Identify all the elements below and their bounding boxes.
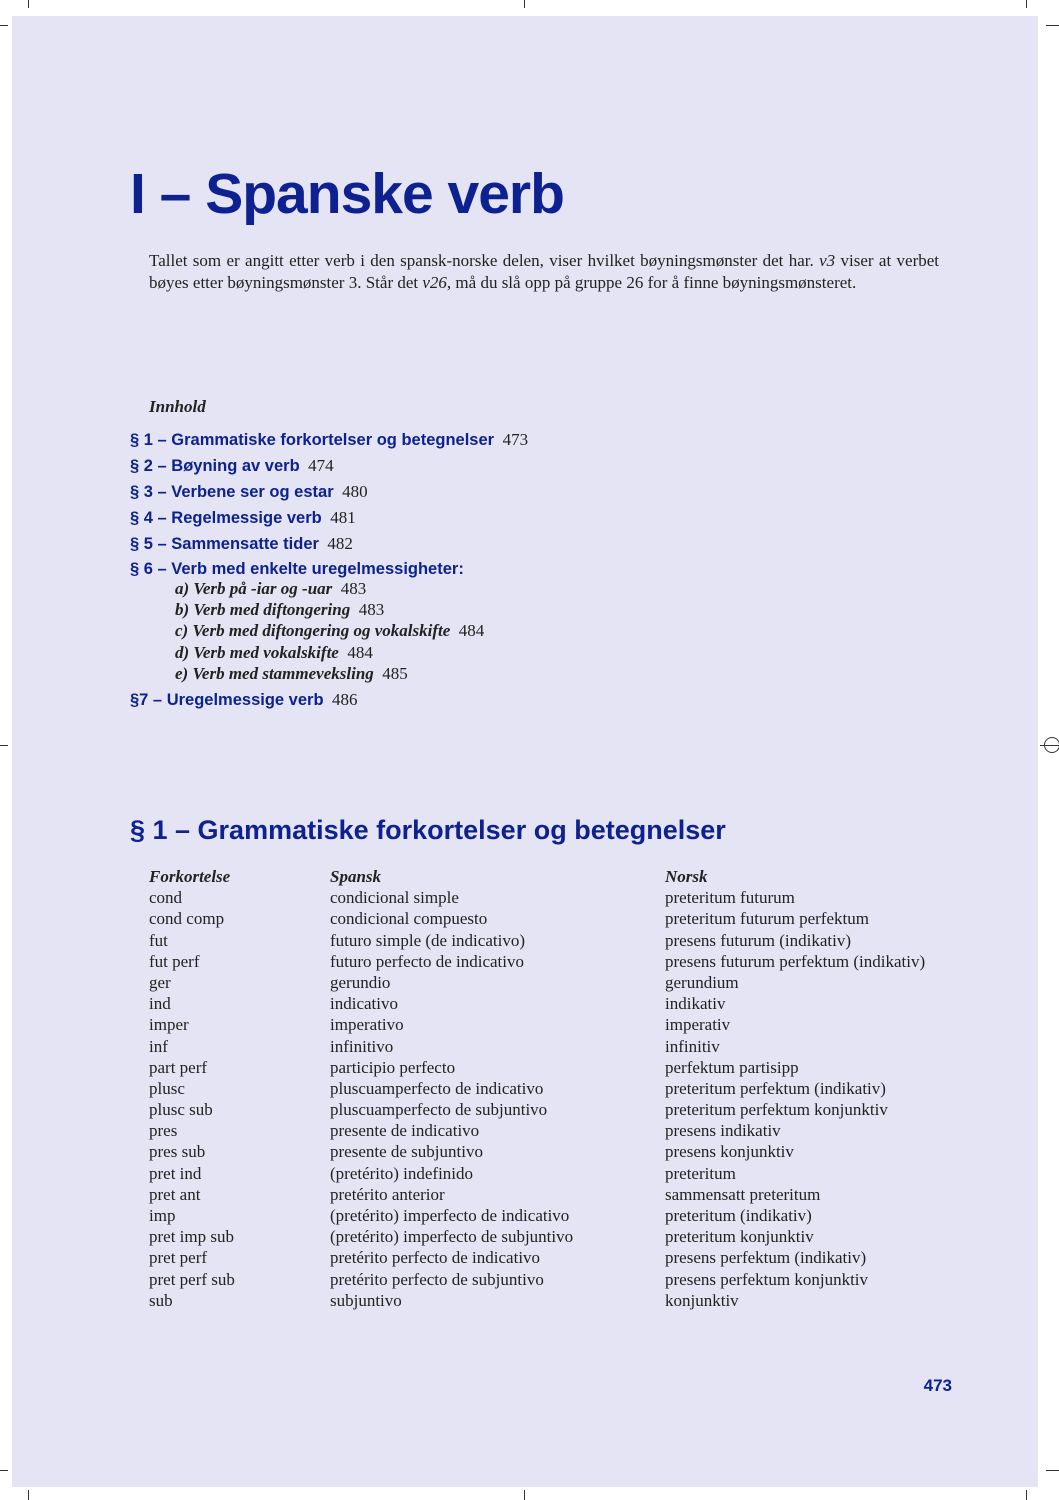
cell-spanish: (pretérito) indefinido [330,1163,474,1183]
cell-abbreviation: pret perf [149,1248,208,1268]
toc-item-label: § 2 – Bøyning av verb [130,457,300,475]
table-row [149,887,965,908]
table-row [149,1205,965,1226]
column-header-spanish: Spansk [330,867,382,886]
abbreviation-table [149,866,965,1311]
crop-mark-bottom-center [524,1490,525,1500]
cell-norwegian: presens futurum perfektum (indikativ) [665,951,926,971]
section-1-title: § 1 – Grammatiske forkortelser og betegnelser [130,815,726,845]
cell-spanish: condicional simple [330,888,459,908]
table-row [149,1247,965,1268]
crop-mark-bottom-left [28,1490,29,1500]
crop-mark-left-bottom [0,1470,8,1471]
table-row [149,1099,965,1120]
cell-abbreviation: pret ind [149,1163,202,1183]
cell-spanish: pretérito perfecto de indicativo [330,1248,541,1268]
cell-spanish: imperativo [330,1015,404,1035]
cell-spanish: (pretérito) imperfecto de subjuntivo [330,1227,574,1247]
cell-norwegian: preteritum futurum perfektum [665,909,869,929]
toc-subitem-label: b) Verb med diftongering [175,600,351,620]
crop-mark-top-left [28,0,29,8]
toc-item-2[interactable] [130,454,930,480]
cell-abbreviation: cond comp [149,909,225,929]
table-row [149,993,965,1014]
intro-code-v3: v3 [819,251,836,270]
cell-norwegian: preteritum futurum [665,888,795,908]
toc-item-page: 481 [330,508,356,527]
cell-spanish: infinitivo [330,1036,394,1056]
cell-abbreviation: pres sub [149,1142,206,1162]
cell-abbreviation: pret perf sub [149,1269,235,1289]
toc-heading: Innhold [149,397,206,416]
table-of-contents [130,428,930,714]
cell-spanish: presente de indicativo [330,1121,480,1141]
cell-spanish: gerundio [330,972,391,992]
toc-item-page: 486 [332,689,358,709]
cell-norwegian: presens perfektum (indikativ) [665,1248,867,1268]
toc-subitem-label: c) Verb med diftongering og vokalskifte [175,621,451,641]
cell-spanish: subjuntivo [330,1290,402,1310]
cell-spanish: pluscuamperfecto de subjuntivo [330,1100,548,1120]
intro-code-v26: v26 [422,272,447,292]
cell-abbreviation: fut perf [149,951,200,971]
crop-mark-right-top [1046,25,1059,26]
cell-norwegian: preteritum konjunktiv [665,1227,814,1247]
cell-spanish: (pretérito) imperfecto de indicativo [330,1206,570,1225]
toc-item-label: § 6 – Verb med enkelte uregelmessigheter: [130,560,464,578]
toc-subitem-page: 483 [358,600,385,620]
cell-norwegian: perfektum partisipp [665,1057,799,1077]
cell-spanish: condicional compuesto [330,909,488,929]
toc-subitem-c[interactable] [130,621,930,642]
cell-norwegian: infinitiv [665,1036,720,1056]
cell-abbreviation: sub [149,1290,173,1310]
toc-subitem-label: e) Verb med stammeveksling [175,663,374,683]
toc-item-5[interactable] [130,532,930,558]
table-row [149,1184,965,1205]
toc-item-page: 482 [327,534,353,553]
table-row [149,1163,965,1184]
toc-item-label: §7 – Uregelmessige verb [130,690,324,709]
toc-item-4[interactable] [130,506,930,532]
cell-norwegian: preteritum (indikativ) [665,1206,812,1225]
cell-spanish: pretérito perfecto de subjuntivo [330,1269,544,1289]
toc-item-6[interactable] [130,558,930,579]
cell-spanish: presente de subjuntivo [330,1142,483,1162]
cell-spanish: futuro perfecto de indicativo [330,951,525,971]
cell-norwegian: presens futurum (indikativ) [665,930,852,950]
toc-item-page: 474 [308,456,334,475]
intro-text-2: viser at verbet bøyes etter bøyningsmønster 3. Står det [149,251,939,292]
crop-mark-top-center [524,0,525,8]
toc-item-page: 480 [342,482,368,501]
table-row [149,1078,965,1099]
table-row [149,1014,965,1035]
toc-subitem-d[interactable] [130,643,930,664]
cell-norwegian: gerundium [665,972,739,992]
registration-mark [1044,737,1059,753]
intro-paragraph [149,250,939,293]
cell-norwegian: konjunktiv [665,1290,739,1310]
toc-item-label: § 1 – Grammatiske forkortelser og betegnelser [130,431,495,449]
table-row [149,1290,965,1311]
toc-item-7[interactable] [130,688,930,714]
table-row [149,1057,965,1078]
cell-norwegian: imperativ [665,1015,731,1035]
cell-abbreviation: pret ant [149,1184,201,1204]
intro-text-3: , må du slå opp på gruppe 26 for å finne bøyningsmønsteret. [446,272,857,292]
cell-abbreviation: imper [149,1015,189,1035]
cell-norwegian: preteritum perfektum (indikativ) [665,1078,886,1098]
cell-norwegian: preteritum perfektum konjunktiv [665,1100,888,1120]
cell-spanish: pluscuamperfecto de indicativo [330,1078,544,1098]
toc-subitem-label: d) Verb med vokalskifte [175,642,339,662]
toc-item-page: 473 [502,430,529,449]
table-row [149,1269,965,1290]
toc-item-1[interactable] [130,428,930,454]
cell-abbreviation: imp [149,1206,176,1225]
cell-abbreviation: plusc sub [149,1100,213,1120]
cell-spanish: futuro simple (de indicativo) [330,930,525,950]
cell-abbreviation: inf [149,1036,168,1056]
table-body [149,887,965,1311]
cell-norwegian: presens konjunktiv [665,1142,794,1162]
toc-subitem-b[interactable] [130,600,930,621]
cell-abbreviation: pres [149,1121,178,1141]
cell-norwegian: indikativ [665,994,726,1014]
cell-abbreviation: ind [149,994,171,1014]
table-row [149,972,965,993]
table-row [149,930,965,951]
page-number: 473 [923,1376,952,1395]
table-row [149,1226,965,1247]
toc-subitem-page: 484 [347,642,373,662]
cell-abbreviation: pret imp sub [149,1227,234,1247]
crop-mark-left-top [0,25,8,26]
cell-spanish: pretérito anterior [330,1184,445,1204]
cell-norwegian: presens indikativ [665,1121,781,1141]
cell-abbreviation: cond [149,888,183,908]
crop-mark-top-right [1026,0,1027,8]
toc-subitem-page: 484 [458,621,485,641]
crop-mark-right-bottom [1046,1470,1059,1471]
crop-mark-bottom-right [1026,1490,1027,1500]
cell-abbreviation: part perf [149,1057,208,1077]
toc-subitem-label: a) Verb på -iar og -uar [175,579,333,598]
table-row [149,1141,965,1162]
crop-mark-left-middle [0,745,8,746]
toc-subitem-page: 483 [340,579,367,598]
toc-subitem-page: 485 [382,663,408,683]
cell-norwegian: presens perfektum konjunktiv [665,1269,869,1289]
table-row [149,1120,965,1141]
toc-subitem-a[interactable] [130,579,930,600]
cell-norwegian: preteritum [665,1163,736,1183]
toc-item-label: § 3 – Verbene ser og estar [130,483,334,501]
cell-spanish: participio perfecto [330,1057,456,1077]
cell-spanish: indicativo [330,994,398,1014]
toc-item-3[interactable] [130,480,930,506]
column-header-norwegian: Norsk [665,867,708,886]
chapter-title: I – Spanske verb [130,162,564,226]
column-header-abbreviation: Forkortelse [149,867,231,886]
cell-abbreviation: plusc [149,1078,185,1098]
table-row [149,908,965,929]
toc-subitem-e[interactable] [130,664,930,685]
toc-item-label: § 4 – Regelmessige verb [130,509,322,527]
toc-item-label: § 5 – Sammensatte tider [130,535,319,553]
table-row [149,951,965,972]
cell-abbreviation: ger [149,972,171,992]
cell-abbreviation: fut [149,930,168,950]
cell-norwegian: sammensatt preteritum [665,1184,821,1204]
table-header-row [149,866,965,887]
table-row [149,1036,965,1057]
intro-text-1: Tallet som er angitt etter verb i den spansk-norske delen, viser hvilket bøyningsmønster det har. [149,251,820,270]
